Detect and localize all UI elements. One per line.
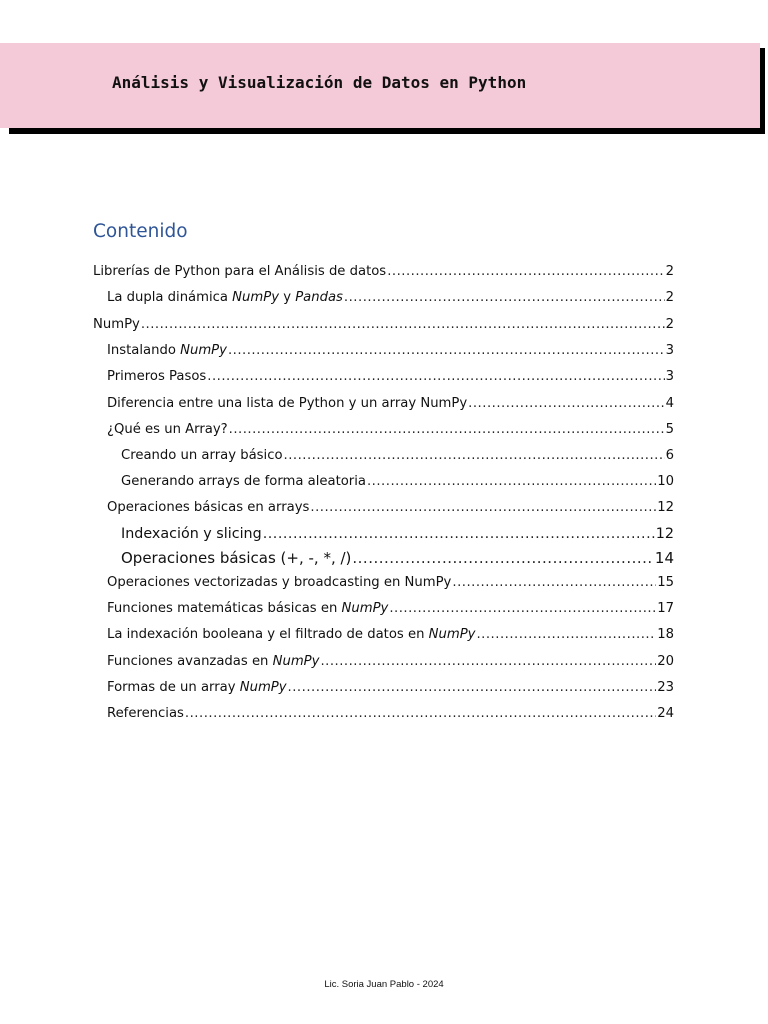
toc-page-number: 2 bbox=[665, 264, 674, 279]
toc-entry-label: La dupla dinámica NumPy y Pandas bbox=[107, 290, 343, 305]
toc-entry-label: Operaciones básicas (+, -, *, /) bbox=[121, 549, 352, 567]
toc-entry-indexacion-slicing[interactable] bbox=[121, 523, 674, 545]
toc-entry-que-es-array[interactable] bbox=[107, 419, 674, 441]
toc-page-number: 20 bbox=[657, 654, 674, 669]
toc-entry-operaciones-basicas-arrays[interactable] bbox=[107, 497, 674, 519]
toc-entry-referencias[interactable] bbox=[107, 703, 674, 725]
toc-page-number: 18 bbox=[657, 627, 674, 642]
toc-page-number: 17 bbox=[657, 601, 674, 616]
header-banner bbox=[0, 43, 760, 128]
toc-entry-label: Primeros Pasos bbox=[107, 369, 207, 384]
dot-leader bbox=[228, 340, 665, 362]
toc-heading: Contenido bbox=[93, 221, 188, 242]
dot-leader bbox=[310, 497, 656, 519]
toc-entry-label: Instalando NumPy bbox=[107, 343, 227, 358]
toc-page-number: 14 bbox=[654, 549, 674, 567]
toc-entry-primeros-pasos[interactable] bbox=[107, 366, 674, 388]
toc-entry-label: Generando arrays de forma aleatoria bbox=[121, 474, 366, 489]
toc-entry-label: ¿Qué es un Array? bbox=[107, 422, 228, 437]
toc-entry-funciones-avanzadas[interactable] bbox=[107, 651, 674, 673]
dot-leader bbox=[207, 366, 664, 388]
toc-entry-label: Operaciones básicas en arrays bbox=[107, 500, 310, 515]
toc-entry-diferencia-lista-array[interactable] bbox=[107, 393, 674, 415]
toc-entry-generando-aleatoria[interactable] bbox=[121, 471, 674, 493]
dot-leader bbox=[344, 287, 665, 309]
toc-page-number: 23 bbox=[657, 680, 674, 695]
toc-page-number: 12 bbox=[657, 500, 674, 515]
toc-page-number: 4 bbox=[665, 396, 674, 411]
toc-entry-label: NumPy bbox=[93, 317, 140, 332]
toc-entry-creando-array[interactable] bbox=[121, 445, 674, 467]
dot-leader bbox=[320, 651, 656, 673]
toc-entry-label: Funciones avanzadas en NumPy bbox=[107, 654, 320, 669]
toc-entry-vectorizadas-broadcasting[interactable] bbox=[107, 572, 674, 594]
dot-leader bbox=[352, 547, 654, 569]
toc-entry-librerias[interactable] bbox=[93, 261, 674, 283]
toc-entry-indexacion-booleana[interactable] bbox=[107, 624, 674, 646]
dot-leader bbox=[263, 523, 655, 545]
toc-entry-label: Funciones matemáticas básicas en NumPy bbox=[107, 601, 389, 616]
toc-page-number: 2 bbox=[665, 290, 674, 305]
toc-page-number: 10 bbox=[657, 474, 674, 489]
dot-leader bbox=[185, 703, 656, 725]
dot-leader bbox=[468, 393, 664, 415]
toc-page-number: 12 bbox=[655, 526, 674, 542]
dot-leader bbox=[387, 261, 664, 283]
toc-page-number: 15 bbox=[657, 575, 674, 590]
dot-leader bbox=[141, 314, 665, 336]
toc-entry-label: Librerías de Python para el Análisis de datos bbox=[93, 264, 387, 279]
dot-leader bbox=[389, 598, 656, 620]
dot-leader bbox=[367, 471, 656, 493]
toc-entry-label: Operaciones vectorizadas y broadcasting en NumPy bbox=[107, 575, 452, 590]
toc-entry-label: Indexación y slicing bbox=[121, 526, 262, 542]
dot-leader bbox=[229, 419, 665, 441]
dot-leader bbox=[452, 572, 656, 594]
toc-entry-label: La indexación booleana y el filtrado de datos en NumPy bbox=[107, 627, 476, 642]
toc-entry-operaciones-basicas-simbolos[interactable] bbox=[121, 547, 674, 569]
toc-entry-label: Creando un array básico bbox=[121, 448, 283, 463]
toc-entry-label: Formas de un array NumPy bbox=[107, 680, 287, 695]
toc-page-number: 3 bbox=[665, 343, 674, 358]
toc-page-number: 24 bbox=[657, 706, 674, 721]
toc-entry-formas-array[interactable] bbox=[107, 677, 674, 699]
toc-page-number: 2 bbox=[665, 317, 674, 332]
toc-entry-funciones-matematicas[interactable] bbox=[107, 598, 674, 620]
dot-leader bbox=[288, 677, 657, 699]
dot-leader bbox=[476, 624, 656, 646]
toc-page-number: 5 bbox=[665, 422, 674, 437]
page-footer: Lic. Soria Juan Pablo - 2024 bbox=[324, 979, 444, 990]
toc-page-number: 6 bbox=[665, 448, 674, 463]
toc-entry-instalando-numpy[interactable] bbox=[107, 340, 674, 362]
toc-page-number: 3 bbox=[665, 369, 674, 384]
toc-entry-label: Diferencia entre una lista de Python y un array NumPy bbox=[107, 396, 468, 411]
toc-entry-dupla-dinamica[interactable] bbox=[107, 287, 674, 309]
toc-entry-label: Referencias bbox=[107, 706, 184, 721]
toc-entry-numpy[interactable] bbox=[93, 314, 674, 336]
dot-leader bbox=[284, 445, 665, 467]
document-title: Análisis y Visualización de Datos en Python bbox=[112, 73, 527, 92]
